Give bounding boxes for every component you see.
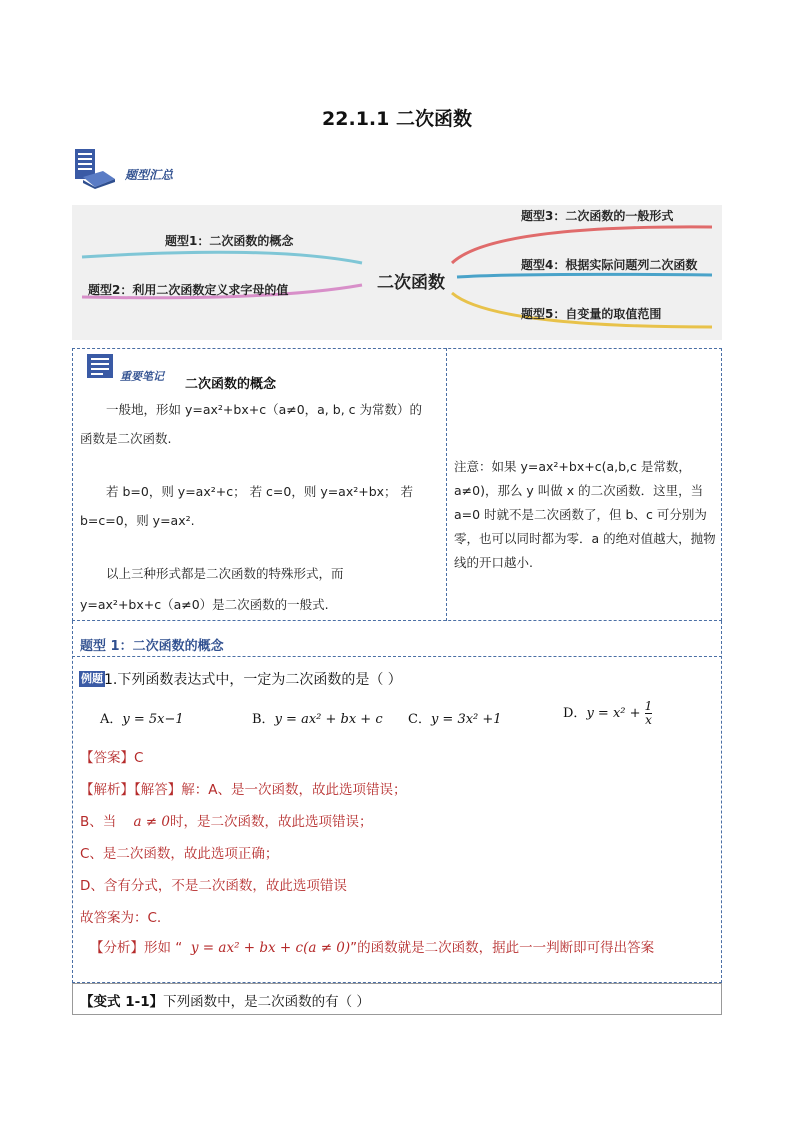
variant-label: 【变式 1-1】 — [80, 994, 164, 1010]
analysis-line-5: 故答案为：C. — [80, 910, 162, 926]
summary-label: 【分析】 — [90, 940, 144, 956]
variant-question — [80, 990, 370, 1010]
summary-pre: 形如 “ — [144, 940, 183, 956]
analysis-line-3: C、是二次函数，故此选项正确； — [80, 846, 279, 862]
option-d-expr: y = x² + — [586, 706, 641, 721]
notes-line-6: y=ax²+bx+c（a≠0）是二次函数的一般式. — [80, 597, 329, 612]
example-question: 1.下列函数表达式中，一定为二次函数的是（ ） — [104, 672, 402, 688]
option-b-expr: y = ax² + bx + c — [274, 712, 383, 727]
analysis-text-2a: B、当 — [80, 814, 117, 830]
analysis-label: 【解析】【解答】 — [80, 782, 182, 798]
notes-heading: 二次函数的概念 — [185, 377, 277, 392]
mind-map-node-4: 题型4：根据实际问题列二次函数 — [521, 258, 698, 272]
books-icon — [73, 147, 117, 189]
analysis-text-2b: 时，是二次函数，故此选项错误； — [169, 814, 373, 830]
notes-line-1: 一般地，形如 y=ax²+bx+c（a≠0，a, b, c 为常数）的 — [106, 402, 422, 417]
option-a-label: A． — [100, 712, 123, 727]
analysis-text-1: 解：A、是一次函数，故此选项错误； — [181, 782, 407, 798]
notes-line-3: 若 b=0，则 y=ax²+c； 若 c=0，则 y=ax²+bx； 若 — [106, 484, 414, 499]
option-a-expr: y = 5x−1 — [122, 712, 184, 727]
fraction-denominator: x — [645, 713, 652, 727]
mind-map-center: 二次函数 — [377, 273, 445, 293]
option-d — [563, 700, 652, 727]
notes-line-2: 函数是二次函数. — [80, 431, 172, 446]
branch-t1 — [82, 252, 362, 263]
mind-map-node-3: 题型3：二次函数的一般形式 — [521, 209, 674, 223]
page-title: 22.1.1 二次函数 — [322, 108, 472, 130]
option-d-label: D． — [563, 706, 587, 721]
option-c-label: C． — [408, 712, 431, 727]
summary-expr: y = ax² + bx + c(a ≠ 0) — [190, 940, 351, 956]
branch-t4 — [457, 274, 712, 277]
summary-line — [90, 936, 654, 956]
notes-line-5: 以上三种形式都是二次函数的特殊形式，而 — [106, 566, 344, 581]
analysis-line-2 — [80, 810, 372, 830]
notes-tag: 重要笔记 — [120, 370, 164, 383]
example-badge: 例题 — [81, 672, 103, 685]
mind-map-node-2: 题型2：利用二次函数定义求字母的值 — [88, 283, 289, 297]
option-d-fraction — [645, 700, 653, 727]
mind-map-node-5: 题型5：自变量的取值范围 — [521, 307, 662, 321]
analysis-line-4: D、含有分式，不是二次函数，故此选项错误 — [80, 878, 347, 894]
answer-label: 【答案】 — [80, 750, 134, 766]
option-b — [252, 708, 383, 727]
summary-post: ”的函数就是二次函数，据此一一判断即可得出答案 — [350, 940, 655, 956]
variant-text: 下列函数中，是二次函数的有（ ） — [163, 994, 370, 1010]
option-a — [100, 708, 184, 727]
notes-line-4: b=c=0，则 y=ax². — [80, 513, 195, 528]
notebook-icon — [85, 352, 117, 380]
type1-head-divider — [72, 656, 722, 657]
side-note: 注意：如果 y=ax²+bx+c(a,b,c 是常数，a≠0)，那么 y 叫做 x 的二次函数．这里，当 a=0 时就不是二次函数了，但 b、c 可分别为零，也可以同时都为零．a 的绝对值越大，抛物线的开口越小. — [454, 459, 716, 570]
mind-map — [72, 205, 722, 340]
type1-heading: 题型 1：二次函数的概念 — [80, 639, 224, 654]
notes-divider — [446, 348, 447, 621]
analysis-line-1 — [80, 778, 407, 798]
fraction-numerator: 1 — [644, 699, 653, 713]
mind-map-node-1: 题型1：二次函数的概念 — [165, 234, 294, 248]
section-label: 题型汇总 — [125, 168, 174, 182]
answer-line — [80, 746, 143, 766]
answer-value: C — [134, 750, 144, 766]
condition-expr: a ≠ 0 — [133, 814, 170, 830]
option-c-expr: y = 3x² +1 — [430, 712, 502, 727]
option-c — [408, 708, 502, 727]
option-b-label: B． — [252, 712, 275, 727]
